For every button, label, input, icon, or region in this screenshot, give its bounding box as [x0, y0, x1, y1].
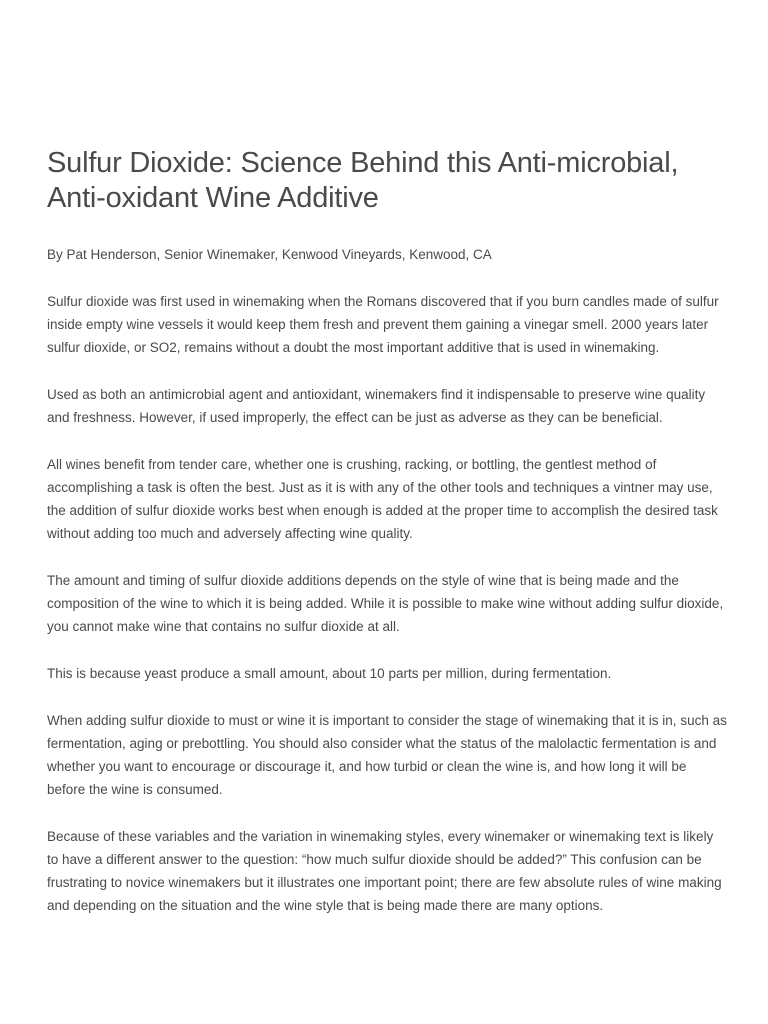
article-paragraph-2: Used as both an antimicrobial agent and antioxidant, winemakers find it indispensable to preserve wine quality and freshness. However, if used improperly, the effect can be just as adverse as they can be beneficial.: [47, 387, 706, 425]
article-paragraph-1: Sulfur dioxide was first used in winemaking when the Romans discovered that if you burn candles made of sulfur inside empty wine vessels it would keep them fresh and prevent them gaining a vinegar smell. 2000 years later sulfur dioxide, or SO2, remains without a doubt the most important additive that is used in winemaking.: [47, 294, 719, 355]
article-byline: By Pat Henderson, Senior Winemaker, Kenwood Vineyards, Kenwood, CA: [47, 247, 492, 262]
article-paragraph-3: All wines benefit from tender care, whether one is crushing, racking, or bottling, the gentlest method of accomplishing a task is often the best. Just as it is with any of the other tools and techniques a vintner may use, the addition of sulfur dioxide works best when enough is added at the proper time to accomplish the desired task without adding too much and adversely affecting wine quality.: [47, 457, 718, 541]
article-title: Sulfur Dioxide: Science Behind this Anti-microbial, Anti-oxidant Wine Additive: [47, 147, 679, 214]
article-paragraph-4: The amount and timing of sulfur dioxide additions depends on the style of wine that is being made and the composition of the wine to which it is being added. While it is possible to make wine without adding sulfur dioxide, you cannot make wine that contains no sulfur dioxide at all.: [47, 573, 724, 634]
article: [47, 146, 727, 917]
article-paragraph-5: This is because yeast produce a small amount, about 10 parts per million, during fermentation.: [47, 666, 612, 681]
article-paragraph-7: Because of these variables and the variation in winemaking styles, every winemaker or winemaking text is likely to have a different answer to the question: “how much sulfur dioxide should be added?” This confusion can be frustrating to novice winemakers but it illustrates one important point; there are few absolute rules of wine making and depending on the situation and the wine style that is being made there are many options.: [47, 829, 722, 913]
article-paragraph-6: When adding sulfur dioxide to must or wine it is important to consider the stage of winemaking that it is in, such as fermentation, aging or prebottling. You should also consider what the status of the malolactic fermentation is and whether you want to encourage or discourage it, and how turbid or clean the wine is, and how long it will be before the wine is consumed.: [47, 713, 727, 797]
